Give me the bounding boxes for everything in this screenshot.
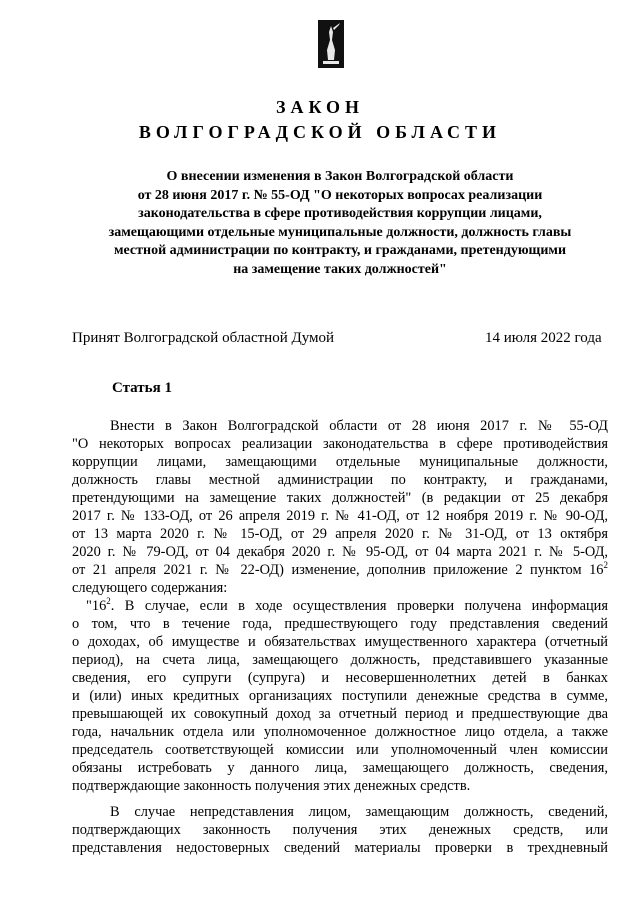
- coat-of-arms-icon: [318, 20, 344, 68]
- paragraph-line: коррупции лицами, замещающими отдельные муниципальные должности,: [72, 454, 608, 470]
- paragraph-line: подтверждающие законность получения этих денежных средств.: [72, 778, 471, 794]
- paragraph-line: и (или) иных кредитных организациях поступили денежные средства в сумме,: [72, 688, 608, 704]
- subject-line: местной администрации по контракту, и гражданами, претендующими: [113, 243, 567, 258]
- paragraph-line: [86, 597, 608, 615]
- paragraph-line: года, начальник отдела или уполномоченное должностное лицо отдела, а также: [72, 724, 608, 740]
- subject-line: законодательства в сфере противодействия коррупции лицами,: [138, 206, 542, 221]
- subject-line: на замещение таких должностей": [233, 261, 447, 277]
- superscript: 2: [603, 560, 608, 570]
- paragraph-text: . В случае, если в ходе осуществления проверки получена информация: [110, 598, 608, 614]
- paragraph-line: подтверждающих законность получения этих денежных средств, или: [72, 822, 608, 838]
- paragraph-line: 2020 г. № 79-ОД, от 04 декабря 2020 г. № 95-ОД, от 04 марта 2021 г. № 5-ОД,: [72, 544, 608, 560]
- paragraph-line: должность главы местной администрации по контракту, и гражданами,: [72, 472, 608, 488]
- paragraph-line: Внести в Закон Волгоградской области от 28 июня 2017 г. № 55-ОД: [110, 418, 608, 434]
- paragraph-line: период), на счета лица, замещающего должность, представившего указанные: [72, 652, 608, 668]
- adopted-by: Принят Волгоградской областной Думой: [72, 330, 335, 346]
- paragraph-line: "О некоторых вопросах реализации законодательства в сфере противодействия: [72, 436, 608, 452]
- adopted-date: 14 июля 2022 года: [485, 330, 602, 346]
- article-heading: Статья 1: [112, 380, 172, 396]
- paragraph-text: от 21 апреля 2021 г. № 22-ОД) изменение, дополнив приложение 2 пунктом 16: [72, 562, 604, 578]
- paragraph-line: представления недостоверных сведений материалы проверки в трехдневный: [72, 840, 608, 856]
- law-subject: [80, 168, 600, 279]
- region-title: ВОЛГОГРАДСКОЙ ОБЛАСТИ: [138, 122, 502, 142]
- law-title: ЗАКОН: [275, 97, 365, 117]
- paragraph-line: 2017 г. № 133-ОД, от 26 апреля 2019 г. № 41-ОД, от 12 ноября 2019 г. № 90-ОД,: [72, 508, 608, 524]
- item-number: "16: [86, 598, 107, 614]
- paragraph-line: претендующими на замещение таких должностей" (в редакции от 25 декабря: [72, 490, 608, 506]
- paragraph-line: следующего содержания:: [72, 580, 228, 596]
- superscript: 2: [106, 596, 111, 606]
- paragraph-line: В случае непредставления лицом, замещающим должность, сведений,: [110, 804, 608, 820]
- paragraph-line: о том, что в течение года, предшествующего году представления сведений: [72, 616, 608, 632]
- paragraph-line: [72, 561, 608, 579]
- paragraph-line: превышающей их совокупный доход за отчетный период и предшествующие два: [72, 706, 608, 722]
- subject-line: от 28 июня 2017 г. № 55-ОД "О некоторых вопросах реализации: [137, 187, 543, 203]
- paragraph-line: председатель соответствующей комиссии или уполномоченный член комиссии: [72, 742, 608, 758]
- paragraph-line: от 13 марта 2020 г. № 15-ОД, от 29 апреля 2020 г. № 31-ОД, от 13 октября: [72, 526, 608, 542]
- coat-of-arms-emblem: [318, 20, 344, 68]
- subject-line: О внесении изменения в Закон Волгоградской области: [166, 169, 514, 184]
- paragraph-line: сведения, его супруги (супруга) и несовершеннолетних детей в банках: [72, 670, 608, 686]
- subject-line: замещающими отдельные муниципальные должности, должность главы: [108, 224, 572, 240]
- paragraph-line: о доходах, об имуществе и обязательствах имущественного характера (отчетный: [72, 634, 608, 650]
- paragraph-line: обязаны истребовать у данного лица, замещающего должность, сведения,: [72, 760, 608, 776]
